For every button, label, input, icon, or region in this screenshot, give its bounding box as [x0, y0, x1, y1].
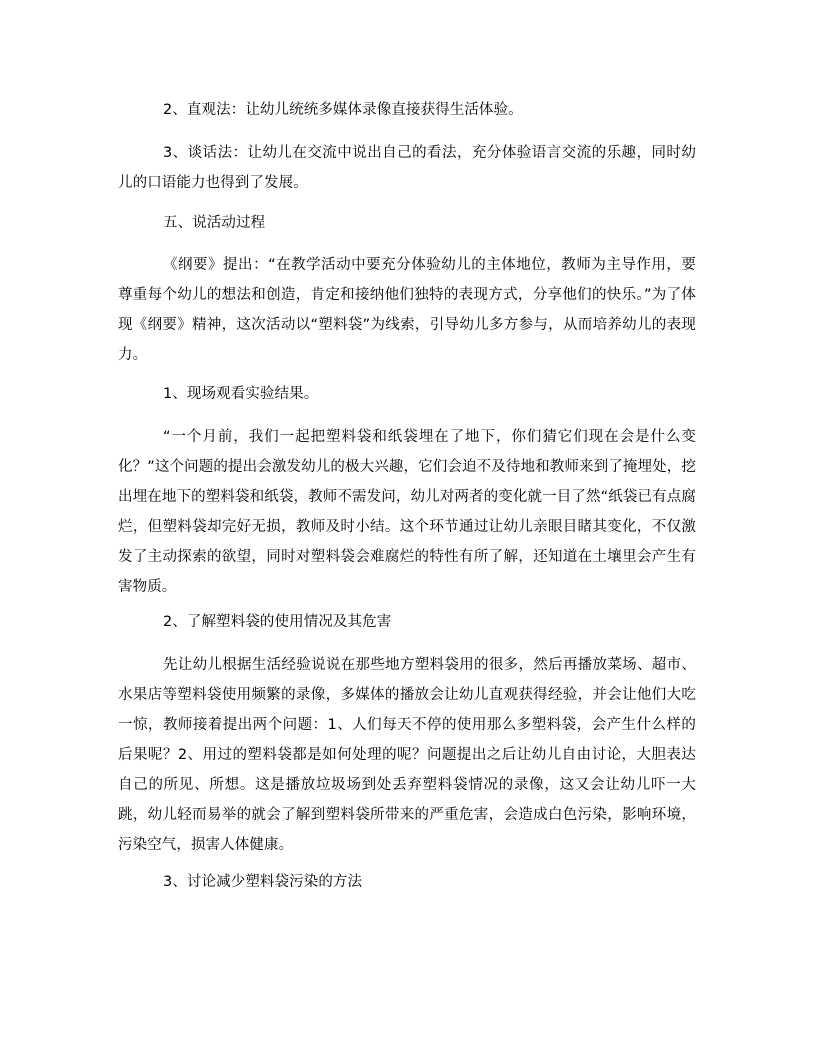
subheading-step-2: 2、了解塑料袋的使用情况及其危害: [163, 614, 392, 630]
paragraph-method-2: 2、直观法：让幼儿统统多媒体录像直接获得生活体验。: [163, 102, 523, 118]
paragraph-gangyao: 《纲要》提出：“在教学活动中要充分体验幼儿的主体地位，教师为主导作用，要尊重每个幼儿的想法和创造，肯定和接纳他们独特的表现方式，分享他们的快乐。”为了体现《纲要》精神，这次活动以“塑料袋”为线索，引导幼儿多方参与，从而培养幼儿的表现力。: [118, 257, 696, 363]
paragraph-step-2: 先让幼儿根据生活经验说说在那些地方塑料袋用的很多，然后再播放菜场、超市、水果店等塑料袋使用频繁的录像，多媒体的播放会让幼儿直观获得经验，并会让他们大吃一惊，教师接着提出两个问题：1、人们每天不停的使用那么多塑料袋，会产生什么样的后果呢？2、用过的塑料袋都是如何处理的呢？问题提出之后让幼儿自由讨论，大胆表达自己的所见、所想。这是播放垃圾场到处丢弃塑料袋情况的录像，这又会让幼儿吓一大跳，幼儿轻而易举的就会了解到塑料袋所带来的严重危害，会造成白色污染，影响环境，污染空气，损害人体健康。: [118, 657, 696, 853]
section-heading-activity-process: 五、说活动过程: [163, 215, 266, 231]
subheading-step-1: 1、现场观看实验结果。: [163, 386, 319, 402]
paragraph-step-1: “一个月前，我们一起把塑料袋和纸袋埋在了地下，你们猜它们现在会是什么变化？”这个问题的提出会激发幼儿的极大兴趣，它们会迫不及待地和教师来到了掩埋处，挖出埋在地下的塑料袋和纸袋，教师不需发问，幼儿对两者的变化就一目了然“纸袋已有点腐烂，但塑料袋却完好无损，教师及时小结。这个环节通过让幼儿亲眼目睹其变化，不仅激发了主动探索的欲望，同时对塑料袋会难腐烂的特性有所了解，还知道在土壤里会产生有害物质。: [118, 429, 696, 595]
paragraph-method-3: 3、谈话法：让幼儿在交流中说出自己的看法，充分体验语言交流的乐趣，同时幼儿的口语能力也得到了发展。: [118, 145, 696, 191]
subheading-step-3: 3、讨论减少塑料袋污染的方法: [163, 874, 363, 890]
